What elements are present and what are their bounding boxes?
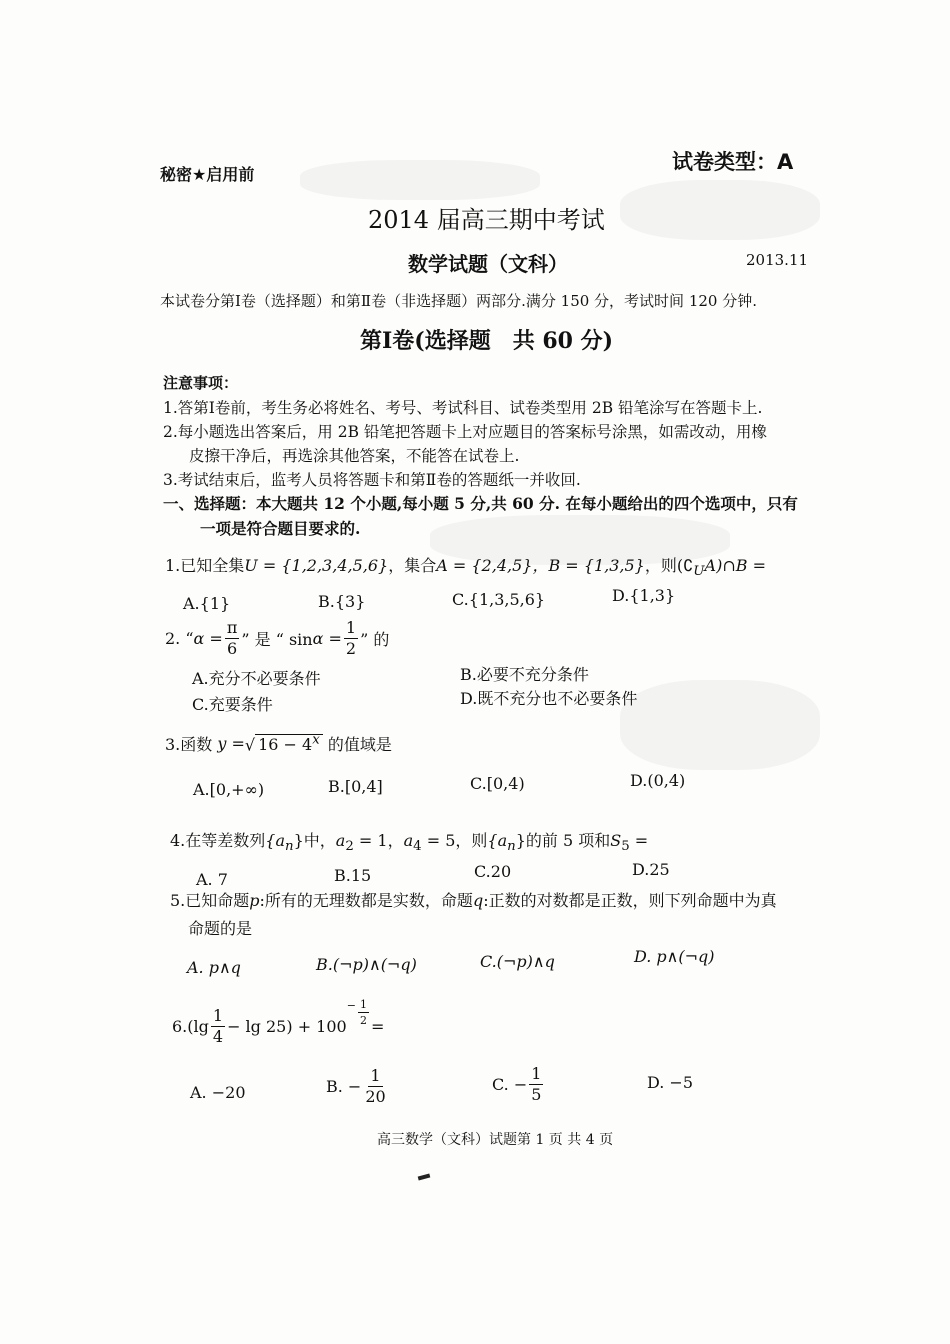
option-c: C.(¬p)∧q	[480, 952, 555, 971]
note-item: 1.答第Ⅰ卷前，考生务必将姓名、考号、考试科目、试卷类型用 2B 铅笔涂写在答题卡上.	[163, 399, 763, 417]
question-5: 5.已知命题p:所有的无理数都是实数，命题q:正数的对数都是正数，则下列命题中为真	[170, 891, 777, 910]
option-d: D. −5	[647, 1073, 694, 1092]
option-d: D.{1,3}	[612, 586, 676, 605]
question-5-cont: 命题的是	[188, 919, 253, 938]
scan-smudge	[620, 180, 820, 240]
notes-heading: 注意事项：	[163, 374, 239, 392]
fraction: $\frac{\pi}{6}$	[226, 618, 238, 658]
part-heading-cont: 一项是符合题目要求的.	[200, 519, 361, 538]
option-a: A.充分不必要条件	[192, 669, 321, 688]
fraction: $\frac{1}{2}$	[359, 998, 367, 1027]
scan-smudge	[300, 160, 540, 200]
option-b: B.[0,4]	[328, 777, 383, 796]
exam-title: 2014 届高三期中考试	[368, 206, 605, 234]
option-c: C.充要条件	[192, 695, 273, 714]
option-a: A. p∧q	[187, 958, 241, 977]
confidential-label: 秘密★启用前	[160, 165, 255, 184]
fraction: $\frac{1}{20}$	[365, 1066, 386, 1106]
exam-intro: 本试卷分第Ⅰ卷（选择题）和第Ⅱ卷（非选择题）两部分.满分 150 分，考试时间 120 分钟.	[160, 292, 757, 310]
question-2: 2. “ α = $\frac{\pi}{6}$ ” 是 “ sin α = $\frac{1}{2}$ ” 的	[165, 618, 390, 658]
page-footer: 高三数学（文科）试题第 1 页 共 4 页	[377, 1132, 614, 1148]
option-b: B.15	[334, 866, 372, 885]
exam-subtitle: 数学试题（文科）	[408, 252, 568, 276]
option-a: A.[0,+∞)	[193, 780, 265, 799]
question-3: 3.函数 y = √ $16 - 4^x$ 的值域是	[165, 732, 392, 755]
option-b: B.{3}	[318, 592, 366, 611]
note-item: 皮擦干净后，再选涂其他答案，不能答在试卷上.	[189, 447, 520, 465]
option-d: D.(0,4)	[630, 771, 686, 790]
option-a: A. 7	[196, 870, 228, 889]
scan-smudge	[620, 680, 820, 770]
part-heading: 一、选择题：本大题共 12 个小题,每小题 5 分,共 60 分. 在每小题给出的四个选项中，只有	[163, 494, 798, 513]
question-6: 6.(lg $\frac{1}{4}$ − lg 25) + 100 − $\frac{1}{2}$ =	[172, 998, 385, 1046]
scan-mark	[418, 1174, 431, 1181]
fraction: $\frac{1}{2}$	[345, 618, 357, 658]
option-c: C.{1,3,5,6}	[452, 590, 546, 609]
sqrt-expression: √ $16 - 4^x$	[245, 733, 323, 754]
fraction: $\frac{1}{4}$	[212, 1006, 224, 1046]
exam-date: 2013.11	[746, 251, 809, 269]
note-item: 2.每小题选出答案后，用 2B 铅笔把答题卡上对应题目的答案标号涂黑，如需改动，用橡	[163, 423, 767, 441]
option-c: C. − $\frac{1}{5}$	[492, 1064, 542, 1104]
option-b: B. − $\frac{1}{20}$	[326, 1066, 386, 1106]
option-a: A. −20	[190, 1083, 246, 1102]
option-b: B.(¬p)∧(¬q)	[316, 955, 417, 974]
option-d: D.25	[632, 860, 670, 879]
paper-type: 试卷类型：A	[672, 150, 794, 174]
option-a: A.{1}	[183, 594, 231, 613]
fraction: $\frac{1}{5}$	[531, 1064, 542, 1104]
question-1: 1.已知全集U = {1,2,3,4,5,6}，集合A = {2,4,5}，B = {1,3,5}，则$(∁_UA)\cap B$ =	[165, 556, 766, 580]
section-title: 第Ⅰ卷(选择题 共 60 分)	[360, 328, 614, 354]
note-item: 3.考试结束后，监考人员将答题卡和第Ⅱ卷的答题纸一并收回.	[163, 471, 581, 489]
exponent: − $\frac{1}{2}$	[346, 998, 367, 1027]
question-4: 4.在等差数列$\{a_n\}$中，$a_2 = 1$，$a_4 = 5$，则$\{a_n\}$的前 5 项和$S_5$ =	[170, 831, 649, 855]
option-d: D. p∧(¬q)	[634, 947, 715, 966]
option-c: C.[0,4)	[470, 774, 525, 793]
option-b: B.必要不充分条件	[460, 665, 589, 684]
option-d: D.既不充分也不必要条件	[460, 689, 638, 708]
option-c: C.20	[474, 862, 512, 881]
